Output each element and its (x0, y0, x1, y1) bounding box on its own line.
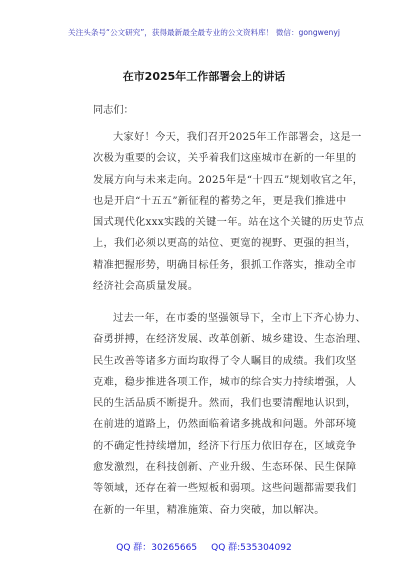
qq-group-1: QQ 群：30265665 (116, 543, 198, 553)
paragraph-line: 次极为重要的会议，关乎着我们这座城市在新的一年里的 (93, 153, 357, 165)
paragraph-line: 在新的一年里，精准施策、奋力突破，加以解决。 (93, 504, 325, 516)
paragraph-line: 国式现代化xxx实践的关键一年。站在这个关键的历史节点 (93, 217, 365, 229)
paragraph-line: 发展方向与未来走向。2025年是“十四五”规划收官之年， (93, 174, 364, 186)
paragraph-2 (93, 308, 367, 521)
paragraph-line: 奋勇拼搏，在经济发展、改革创新、城乡建设、生态治理、 (93, 334, 367, 346)
paragraph-line: 经济社会高质量发展。 (93, 281, 199, 293)
document-title: 在市2025年工作部署会上的讲话 (122, 70, 286, 83)
header-notice: 关注头条号“公文研究”，获得最新最全最专业的公文资料库！ 微信：gongwenyj (68, 28, 340, 37)
paragraph-1 (93, 127, 365, 297)
paragraph-line: 过去一年，在市委的坚强领导下，全市上下齐心协力、 (113, 313, 366, 324)
paragraph-line: 在前进的道路上，仍然面临着诸多挑战和问题。外部环境 (93, 419, 357, 431)
paragraph-line: 也是开启“十五五”新征程的蓄势之年，更是我们推进中 (93, 195, 347, 207)
paragraph-line: 精准把握形势，明确目标任务，狠抓工作落实，推动全市 (93, 259, 357, 271)
paragraph-line: 大家好！今天，我们召开2025年工作部署会，这是一 (113, 132, 362, 143)
paragraph-line: 克难，稳步推进各项工作，城市的综合实力持续增强，人 (93, 376, 357, 388)
paragraph-line: 上，我们必须以更高的站位、更宽的视野、更强的担当， (93, 238, 357, 250)
paragraph-line: 民的生活品质不断提升。然而，我们也要清醒地认识到， (93, 398, 357, 410)
footer-qq-groups (0, 540, 408, 553)
paragraph-line: 民生改善等诸多方面均取得了令人瞩目的成绩。我们攻坚 (93, 355, 357, 367)
qq-group-2: QQ 群:535304092 (211, 543, 292, 553)
paragraph-line: 愈发激烈，在科技创新、产业升级、生态环保、民生保障 (93, 462, 357, 474)
paragraph-line: 等领域，还存在着一些短板和弱项。这些问题都需要我们 (93, 483, 357, 495)
salutation: 同志们： (93, 105, 134, 116)
paragraph-line: 的不确定性持续增加，经济下行压力依旧存在，区域竞争 (93, 440, 357, 452)
